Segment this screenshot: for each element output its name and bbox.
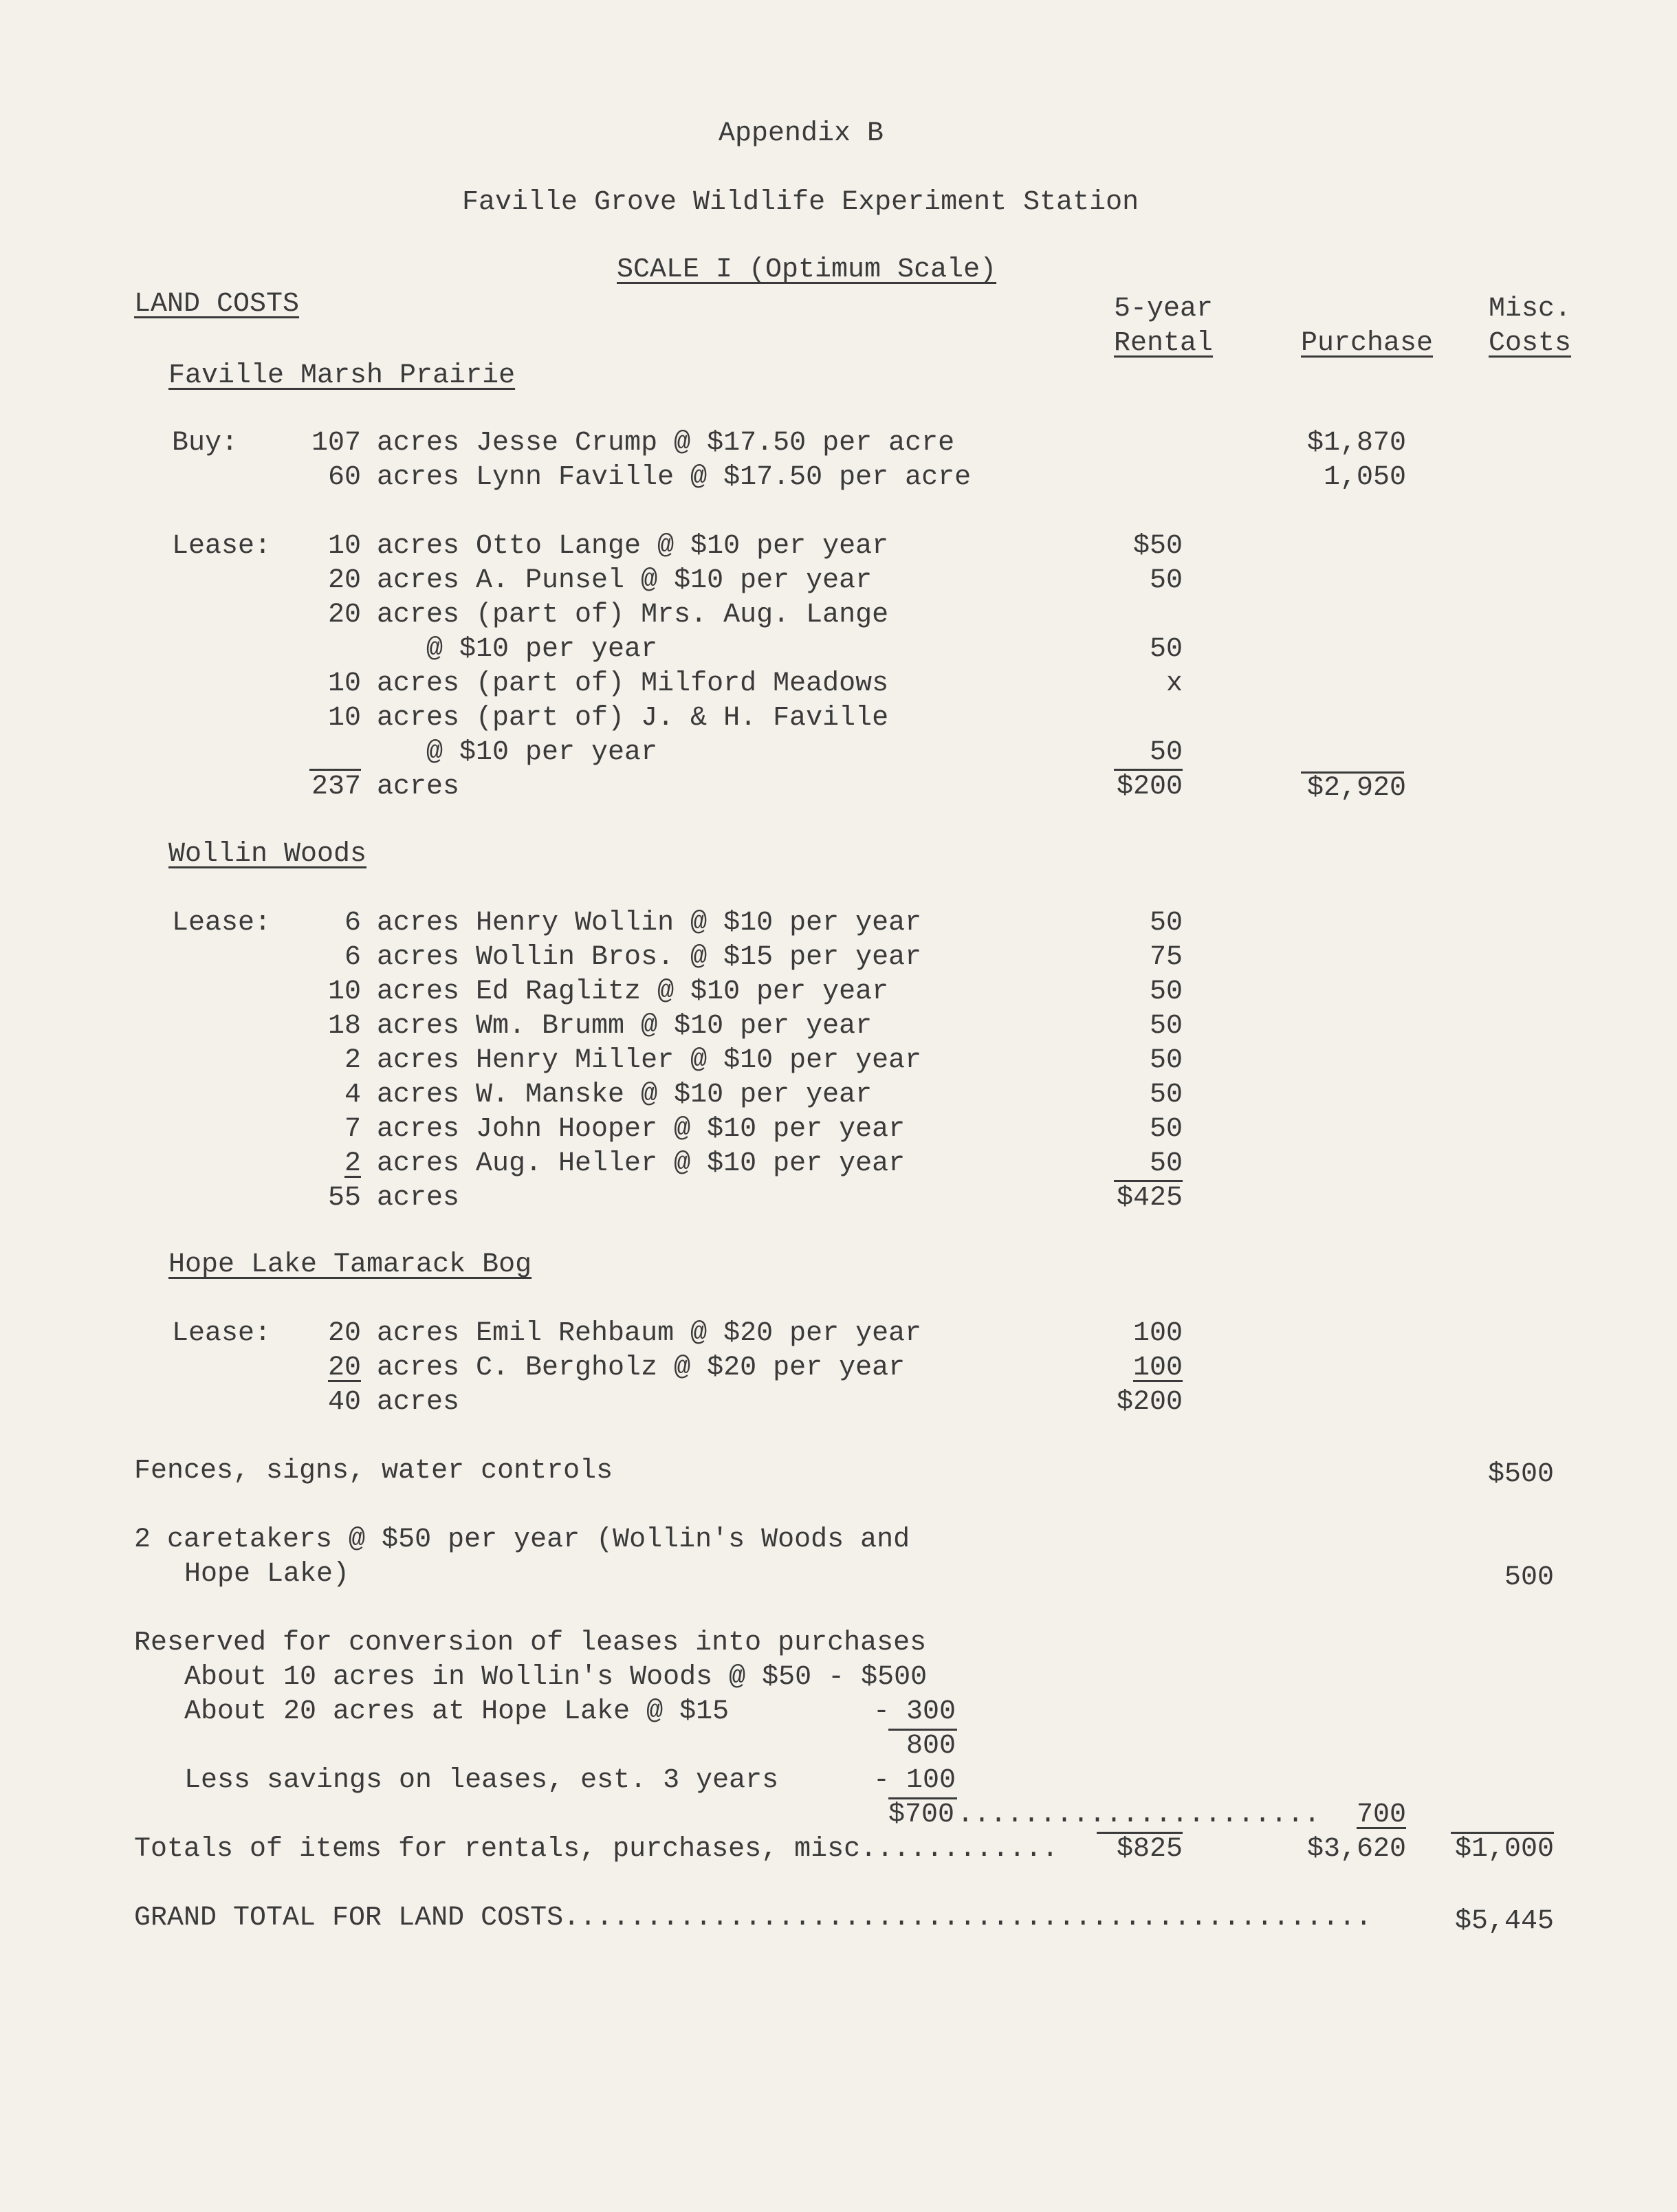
lease-description: acres (part of) Mrs. Aug. Lange	[377, 600, 889, 631]
lease-acres: 6	[344, 908, 361, 939]
lease-rental: 50	[1149, 908, 1183, 939]
totals-rental: $825	[1116, 1834, 1183, 1865]
fences-misc: $500	[1487, 1459, 1554, 1490]
caretakers-line1: 2 caretakers @ $50 per year (Wollin's Woods and	[134, 1524, 910, 1555]
lease-acres: 2	[344, 1148, 361, 1179]
caretakers-line2: Hope Lake)	[184, 1559, 350, 1590]
reserved-less-amount: - 100	[873, 1765, 956, 1796]
lease-acres: 10	[327, 976, 361, 1007]
buy-acres: 107	[311, 428, 361, 459]
rental-header-line2: Rental	[1114, 328, 1214, 359]
scale-title: SCALE I (Optimum Scale)	[617, 254, 997, 285]
caretakers-misc: 500	[1504, 1562, 1554, 1593]
lease-description: @ $10 per year	[377, 737, 658, 768]
buy-description: acres Jesse Crump @ $17.50 per acre	[377, 428, 955, 459]
buy-description: acres Lynn Faville @ $17.50 per acre	[377, 462, 972, 493]
lease-description: acres Henry Wollin @ $10 per year	[377, 908, 922, 939]
reserved-net: $700	[888, 1799, 955, 1830]
misc-header-line1: Misc.	[1489, 294, 1572, 325]
lease-description: acres (part of) Milford Meadows	[377, 668, 889, 699]
lease-rental: 50	[1149, 1045, 1183, 1076]
grand-total-label: GRAND TOTAL FOR LAND COSTS.................................................	[134, 1903, 1372, 1934]
reserved-line2-amount: - 300	[873, 1696, 956, 1727]
lease-acres: 10	[327, 531, 361, 562]
lease-description: acres W. Manske @ $10 per year	[377, 1080, 873, 1110]
reserved-title: Reserved for conversion of leases into purchases	[134, 1628, 927, 1658]
lease-description: acres A. Punsel @ $10 per year	[377, 565, 873, 596]
rental-header-line1: 5-year	[1114, 294, 1214, 325]
purchase-header: Purchase	[1301, 328, 1434, 359]
fences-label: Fences, signs, water controls	[134, 1456, 613, 1487]
lease-description: acres John Hooper @ $10 per year	[377, 1114, 906, 1145]
lease-rental: 50	[1149, 634, 1183, 665]
lease-acres: 20	[327, 600, 361, 631]
lease-label: Lease:	[172, 908, 272, 939]
wollin-section-title: Wollin Woods	[168, 839, 367, 870]
lease-description: acres (part of) J. & H. Faville	[377, 703, 889, 734]
lease-rental: 50	[1149, 1080, 1183, 1110]
faville-section-title: Faville Marsh Prairie	[168, 360, 516, 391]
lease-description: @ $10 per year	[377, 634, 658, 665]
lease-rental: 50	[1149, 1114, 1183, 1145]
lease-rental: 50	[1149, 565, 1183, 596]
lease-acres: 10	[327, 668, 361, 699]
buy-acres: 60	[327, 462, 361, 493]
lease-acres: 4	[344, 1080, 361, 1110]
buy-purchase: 1,050	[1323, 462, 1406, 493]
lease-acres: 10	[327, 703, 361, 734]
hope-rental-total: $200	[1116, 1387, 1183, 1418]
lease-rental: 50	[1149, 1011, 1183, 1042]
reserved-net-leader: ......................	[957, 1799, 1321, 1830]
totals-purchase: $3,620	[1306, 1834, 1406, 1865]
lease-rental: 75	[1149, 942, 1183, 973]
lease-rental: x	[1165, 668, 1183, 699]
lease-rental: 50	[1149, 976, 1183, 1007]
reserved-less-label: Less savings on leases, est. 3 years	[184, 1765, 779, 1796]
total-acres: 55	[327, 1183, 361, 1214]
lease-description: acres Henry Miller @ $10 per year	[377, 1045, 922, 1076]
station-title: Faville Grove Wildlife Experiment Station	[462, 187, 1139, 218]
hope-section-title: Hope Lake Tamarack Bog	[168, 1249, 532, 1280]
lease-rental: $50	[1132, 531, 1183, 562]
lease-description: acres Emil Rehbaum @ $20 per year	[377, 1318, 922, 1349]
lease-description: acres Aug. Heller @ $10 per year	[377, 1148, 906, 1179]
lease-rental: 100	[1132, 1318, 1183, 1349]
total-acres: 237	[311, 771, 361, 802]
lease-label: Lease:	[172, 1318, 272, 1349]
misc-header-line2: Costs	[1489, 328, 1572, 359]
reserved-line2: About 20 acres at Hope Lake @ $15	[184, 1696, 730, 1727]
total-acres-word: acres	[377, 771, 460, 802]
lease-acres: 7	[344, 1114, 361, 1145]
reserved-line1: About 10 acres in Wollin's Woods @ $50 - $500	[184, 1662, 928, 1693]
total-acres-word: acres	[377, 1183, 460, 1214]
lease-acres: 20	[327, 1318, 361, 1349]
lease-rental: 50	[1149, 1148, 1183, 1179]
lease-description: acres Wollin Bros. @ $15 per year	[377, 942, 922, 973]
lease-description: acres C. Bergholz @ $20 per year	[377, 1353, 906, 1383]
faville-rental-total: $200	[1116, 771, 1183, 802]
lease-acres: 20	[327, 565, 361, 596]
lease-label: Lease:	[172, 531, 272, 562]
reserved-net-purchase: 700	[1356, 1799, 1406, 1830]
totals-label: Totals of items for rentals, purchases, misc............	[134, 1834, 1059, 1865]
total-acres: 40	[327, 1387, 361, 1418]
grand-total-value: $5,445	[1454, 1906, 1554, 1937]
wollin-rental-total: $425	[1116, 1183, 1183, 1214]
totals-misc: $1,000	[1454, 1834, 1554, 1865]
buy-purchase: $1,870	[1306, 428, 1406, 459]
faville-purchase-total: $2,920	[1306, 773, 1406, 804]
lease-description: acres Otto Lange @ $10 per year	[377, 531, 889, 562]
buy-label: Buy:	[172, 428, 239, 459]
appendix-title: Appendix B	[719, 118, 884, 149]
total-acres-word: acres	[377, 1387, 460, 1418]
lease-description: acres Ed Raglitz @ $10 per year	[377, 976, 889, 1007]
lease-description: acres Wm. Brumm @ $10 per year	[377, 1011, 873, 1042]
lease-rental: 50	[1149, 737, 1183, 768]
lease-acres: 20	[327, 1353, 361, 1383]
lease-acres: 2	[344, 1045, 361, 1076]
lease-acres: 6	[344, 942, 361, 973]
reserved-subtotal: 800	[906, 1731, 956, 1762]
land-costs-heading: LAND COSTS	[134, 289, 300, 320]
lease-acres: 18	[327, 1011, 361, 1042]
lease-rental: 100	[1132, 1353, 1183, 1383]
